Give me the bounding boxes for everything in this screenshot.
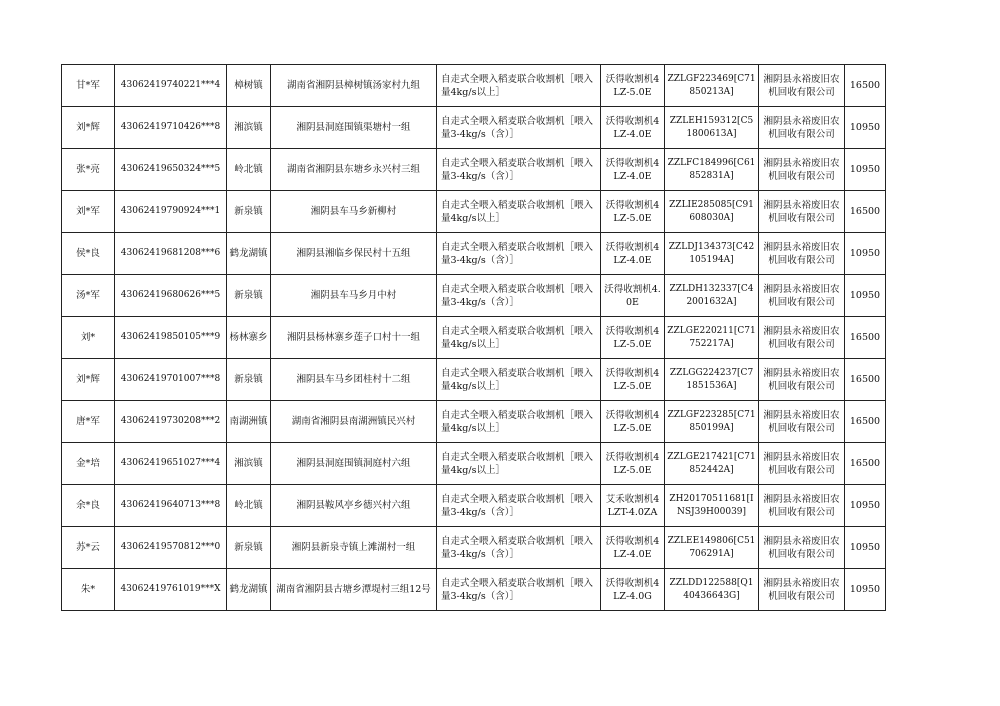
subsidy-amount-cell: 10950 — [845, 527, 886, 569]
serial-number-cell: ZZLGE220211[C71752217A] — [665, 317, 759, 359]
id-number-cell: 43062419570812***0 — [115, 527, 227, 569]
serial-number-cell: ZZLFC184996[C61852831A] — [665, 149, 759, 191]
machine-type-cell: 自走式全喂入稻麦联合收割机［喂入量3-4kg/s（含）］ — [437, 275, 601, 317]
machine-type-cell: 自走式全喂入稻麦联合收割机［喂入量4kg/s以上］ — [437, 65, 601, 107]
subsidy-amount-cell: 16500 — [845, 359, 886, 401]
recycler-cell: 湘阴县永裕废旧农机回收有限公司 — [759, 359, 845, 401]
subsidy-amount-cell: 10950 — [845, 233, 886, 275]
subsidy-amount-cell: 16500 — [845, 65, 886, 107]
address-cell: 湘阴县鞍风亭乡德兴村六组 — [271, 485, 437, 527]
machine-type-cell: 自走式全喂入稻麦联合收割机［喂入量3-4kg/s（含）］ — [437, 233, 601, 275]
id-number-cell: 43062419850105***9 — [115, 317, 227, 359]
town-cell: 鹤龙湖镇 — [227, 569, 271, 611]
recycler-cell: 湘阴县永裕废旧农机回收有限公司 — [759, 191, 845, 233]
id-number-cell: 43062419650324***5 — [115, 149, 227, 191]
owner-name-cell: 侯*良 — [62, 233, 115, 275]
table-row — [62, 275, 886, 317]
town-cell: 新泉镇 — [227, 527, 271, 569]
machine-type-cell: 自走式全喂入稻麦联合收割机［喂入量4kg/s以上］ — [437, 401, 601, 443]
table-row — [62, 527, 886, 569]
table-row — [62, 233, 886, 275]
model-cell: 沃得收割机4.0E — [601, 275, 665, 317]
subsidy-amount-cell: 10950 — [845, 149, 886, 191]
recycler-cell: 湘阴县永裕废旧农机回收有限公司 — [759, 443, 845, 485]
records-table — [61, 64, 886, 611]
town-cell: 新泉镇 — [227, 191, 271, 233]
recycler-cell: 湘阴县永裕废旧农机回收有限公司 — [759, 569, 845, 611]
subsidy-amount-cell: 16500 — [845, 401, 886, 443]
model-cell: 沃得收割机4LZ-5.0E — [601, 191, 665, 233]
serial-number-cell: ZZLGF223285[C71850199A] — [665, 401, 759, 443]
table-row — [62, 149, 886, 191]
town-cell: 新泉镇 — [227, 359, 271, 401]
owner-name-cell: 刘*辉 — [62, 359, 115, 401]
address-cell: 湘阴县车马乡月中村 — [271, 275, 437, 317]
machine-type-cell: 自走式全喂入稻麦联合收割机［喂入量3-4kg/s（含）］ — [437, 485, 601, 527]
owner-name-cell: 金*培 — [62, 443, 115, 485]
subsidy-amount-cell: 10950 — [845, 485, 886, 527]
owner-name-cell: 张*亮 — [62, 149, 115, 191]
address-cell: 湘阴县洞庭围镇渠塘村一组 — [271, 107, 437, 149]
town-cell: 岭北镇 — [227, 485, 271, 527]
serial-number-cell: ZZLGF223469[C71850213A] — [665, 65, 759, 107]
machine-type-cell: 自走式全喂入稻麦联合收割机［喂入量3-4kg/s（含）］ — [437, 527, 601, 569]
address-cell: 湘阴县洞庭围镇洞庭村六组 — [271, 443, 437, 485]
table-row — [62, 569, 886, 611]
table-row — [62, 443, 886, 485]
model-cell: 沃得收割机4LZ-4.0E — [601, 527, 665, 569]
subsidy-amount-cell: 10950 — [845, 275, 886, 317]
subsidy-amount-cell: 16500 — [845, 191, 886, 233]
recycler-cell: 湘阴县永裕废旧农机回收有限公司 — [759, 275, 845, 317]
address-cell: 湖南省湘阴县南湖洲镇民兴村 — [271, 401, 437, 443]
town-cell: 南湖洲镇 — [227, 401, 271, 443]
address-cell: 湘阴县新泉寺镇上滩湖村一组 — [271, 527, 437, 569]
town-cell: 新泉镇 — [227, 275, 271, 317]
subsidy-amount-cell: 10950 — [845, 107, 886, 149]
table-row — [62, 485, 886, 527]
id-number-cell: 43062419761019***X — [115, 569, 227, 611]
serial-number-cell: ZZLEH159312[C51800613A] — [665, 107, 759, 149]
owner-name-cell: 朱* — [62, 569, 115, 611]
id-number-cell: 43062419701007***8 — [115, 359, 227, 401]
machine-type-cell: 自走式全喂入稻麦联合收割机［喂入量3-4kg/s（含）］ — [437, 569, 601, 611]
address-cell: 湘阴县车马乡新柳村 — [271, 191, 437, 233]
records-body — [62, 65, 886, 611]
town-cell: 鹤龙湖镇 — [227, 233, 271, 275]
id-number-cell: 43062419640713***8 — [115, 485, 227, 527]
serial-number-cell: ZZLGG224237[C71851536A] — [665, 359, 759, 401]
owner-name-cell: 汤*军 — [62, 275, 115, 317]
id-number-cell: 43062419651027***4 — [115, 443, 227, 485]
table-row — [62, 401, 886, 443]
town-cell: 湘滨镇 — [227, 107, 271, 149]
model-cell: 沃得收割机4LZ-5.0E — [601, 65, 665, 107]
machine-type-cell: 自走式全喂入稻麦联合收割机［喂入量3-4kg/s（含）］ — [437, 107, 601, 149]
town-cell: 湘滨镇 — [227, 443, 271, 485]
address-cell: 湘阴县湘临乡保民村十五组 — [271, 233, 437, 275]
id-number-cell: 43062419680626***5 — [115, 275, 227, 317]
address-cell: 湘阴县杨林寨乡莲子口村十一组 — [271, 317, 437, 359]
recycler-cell: 湘阴县永裕废旧农机回收有限公司 — [759, 65, 845, 107]
table-row — [62, 359, 886, 401]
address-cell: 湖南省湘阴县古塘乡潭堤村三组12号 — [271, 569, 437, 611]
model-cell: 沃得收割机4LZ-5.0E — [601, 359, 665, 401]
subsidy-amount-cell: 10950 — [845, 569, 886, 611]
machine-type-cell: 自走式全喂入稻麦联合收割机［喂入量3-4kg/s（含）］ — [437, 149, 601, 191]
machine-type-cell: 自走式全喂入稻麦联合收割机［喂入量4kg/s以上］ — [437, 191, 601, 233]
table-row — [62, 317, 886, 359]
id-number-cell: 43062419710426***8 — [115, 107, 227, 149]
model-cell: 沃得收割机4LZ-5.0E — [601, 443, 665, 485]
recycler-cell: 湘阴县永裕废旧农机回收有限公司 — [759, 149, 845, 191]
owner-name-cell: 刘* — [62, 317, 115, 359]
model-cell: 沃得收割机4LZ-4.0E — [601, 149, 665, 191]
machine-type-cell: 自走式全喂入稻麦联合收割机［喂入量4kg/s以上］ — [437, 443, 601, 485]
serial-number-cell: ZH20170511681[INSJ39H00039] — [665, 485, 759, 527]
owner-name-cell: 刘*军 — [62, 191, 115, 233]
serial-number-cell: ZZLIE285085[C91608030A] — [665, 191, 759, 233]
address-cell: 湖南省湘阴县樟树镇汤家村九组 — [271, 65, 437, 107]
address-cell: 湖南省湘阴县东塘乡永兴村三组 — [271, 149, 437, 191]
town-cell: 樟树镇 — [227, 65, 271, 107]
recycler-cell: 湘阴县永裕废旧农机回收有限公司 — [759, 485, 845, 527]
town-cell: 杨林寨乡 — [227, 317, 271, 359]
recycler-cell: 湘阴县永裕废旧农机回收有限公司 — [759, 233, 845, 275]
model-cell: 沃得收割机4LZ-5.0E — [601, 401, 665, 443]
owner-name-cell: 刘*辉 — [62, 107, 115, 149]
owner-name-cell: 唐*军 — [62, 401, 115, 443]
serial-number-cell: ZZLDJ134373[C42105194A] — [665, 233, 759, 275]
model-cell: 沃得收割机4LZ-5.0E — [601, 317, 665, 359]
town-cell: 岭北镇 — [227, 149, 271, 191]
model-cell: 沃得收割机4LZ-4.0E — [601, 107, 665, 149]
model-cell: 沃得收割机4LZ-4.0G — [601, 569, 665, 611]
owner-name-cell: 甘*军 — [62, 65, 115, 107]
subsidy-amount-cell: 16500 — [845, 443, 886, 485]
table-row — [62, 191, 886, 233]
id-number-cell: 43062419790924***1 — [115, 191, 227, 233]
owner-name-cell: 苏*云 — [62, 527, 115, 569]
machine-type-cell: 自走式全喂入稻麦联合收割机［喂入量4kg/s以上］ — [437, 317, 601, 359]
address-cell: 湘阴县车马乡团桂村十二组 — [271, 359, 437, 401]
recycler-cell: 湘阴县永裕废旧农机回收有限公司 — [759, 401, 845, 443]
model-cell: 沃得收割机4LZ-4.0E — [601, 233, 665, 275]
table-row — [62, 107, 886, 149]
subsidy-amount-cell: 16500 — [845, 317, 886, 359]
serial-number-cell: ZZLDD122588[Q140436643G] — [665, 569, 759, 611]
table-row — [62, 65, 886, 107]
id-number-cell: 43062419740221***4 — [115, 65, 227, 107]
owner-name-cell: 余*良 — [62, 485, 115, 527]
id-number-cell: 43062419681208***6 — [115, 233, 227, 275]
model-cell: 艾禾收割机4LZT-4.0ZA — [601, 485, 665, 527]
recycler-cell: 湘阴县永裕废旧农机回收有限公司 — [759, 527, 845, 569]
recycler-cell: 湘阴县永裕废旧农机回收有限公司 — [759, 317, 845, 359]
machine-type-cell: 自走式全喂入稻麦联合收割机［喂入量4kg/s以上］ — [437, 359, 601, 401]
id-number-cell: 43062419730208***2 — [115, 401, 227, 443]
recycler-cell: 湘阴县永裕废旧农机回收有限公司 — [759, 107, 845, 149]
serial-number-cell: ZZLGE217421[C71852442A] — [665, 443, 759, 485]
serial-number-cell: ZZLDH132337[C42001632A] — [665, 275, 759, 317]
serial-number-cell: ZZLEE149806[C51706291A] — [665, 527, 759, 569]
